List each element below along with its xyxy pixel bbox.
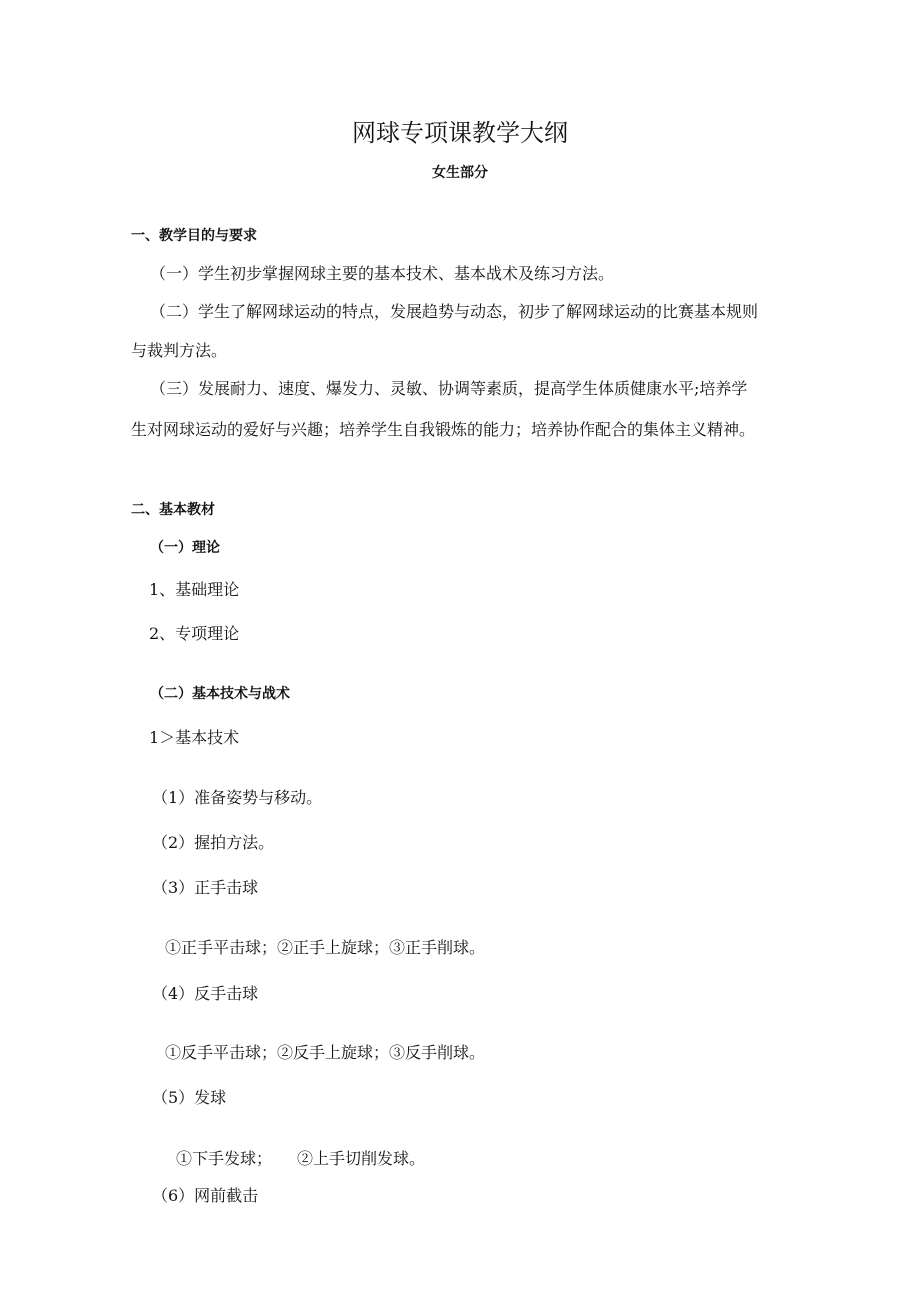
technique-item-3-detail: ①正手平击球；②正手上旋球；③正手削球。 [165, 938, 486, 957]
technique-item-5-detail-b: ②上手切削发球。 [297, 1149, 426, 1168]
theory-item-2: 2、专项理论 [149, 624, 240, 643]
technique-item-2: （2）握拍方法。 [152, 833, 275, 852]
objective-paragraph-1: （一）学生初步掌握网球主要的基本技术、基本战术及练习方法。 [150, 264, 615, 283]
technique-item-1: （1）准备姿势与移动。 [152, 788, 323, 807]
technique-item-4-detail: ①反手平击球；②反手上旋球；③反手削球。 [165, 1043, 486, 1062]
section-heading-materials: 二、基本教材 [131, 502, 215, 518]
technique-item-3: （3）正手击球 [152, 878, 259, 897]
subsection-theory: （一）理论 [150, 540, 220, 556]
technique-item-4: （4）反手击球 [152, 984, 259, 1003]
technique-item-6: （6）网前截击 [152, 1186, 259, 1205]
technique-item-5: （5）发球 [152, 1088, 227, 1107]
subsection-technique-tactics: （二）基本技术与战术 [150, 686, 290, 702]
document-subtitle: 女生部分 [432, 165, 488, 181]
section-heading-objectives: 一、教学目的与要求 [131, 228, 257, 244]
objective-paragraph-2-line-2: 与裁判方法。 [131, 341, 228, 360]
objective-paragraph-3-line-1: （三）发展耐力、速度、爆发力、灵敏、协调等素质，提高学生体质健康水平;培养学 [150, 379, 748, 398]
objective-paragraph-3-line-2: 生对网球运动的爱好与兴趣；培养学生自我锻炼的能力；培养协作配合的集体主义精神。 [131, 420, 756, 439]
technique-item-5-detail-a: ①下手发球； [176, 1149, 273, 1168]
document-title: 网球专项课教学大纲 [352, 119, 568, 147]
objective-paragraph-2-line-1: （二）学生了解网球运动的特点，发展趋势与动态，初步了解网球运动的比赛基本规则 [150, 302, 759, 321]
technique-heading: 1＞基本技术 [149, 728, 240, 747]
theory-item-1: 1、基础理论 [149, 580, 240, 599]
